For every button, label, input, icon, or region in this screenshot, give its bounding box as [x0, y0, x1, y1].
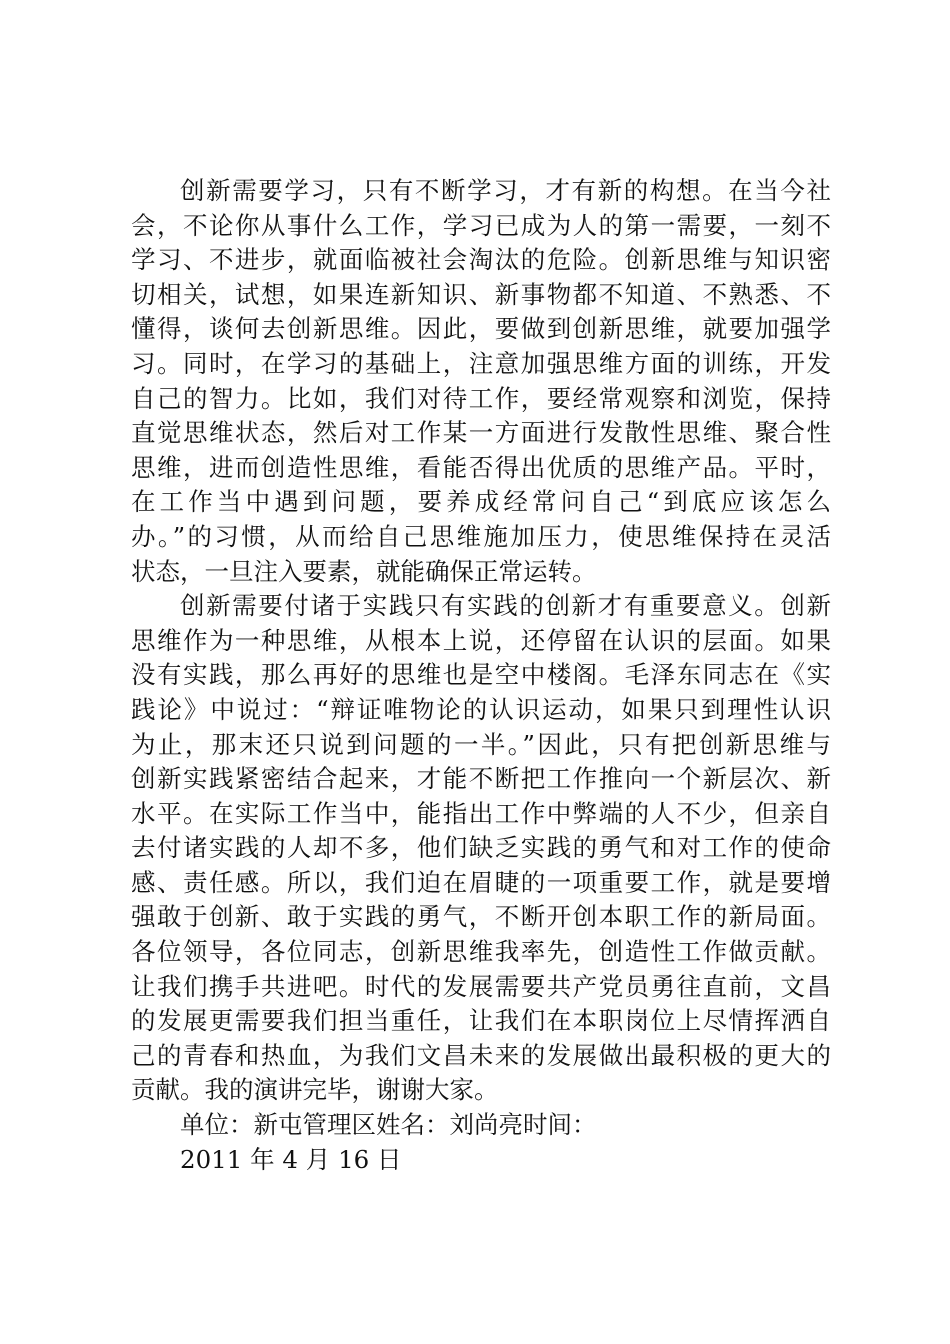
text-line: 贡献。我的演讲完毕，谢谢大家。 [131, 1075, 499, 1105]
text-line: 状态，一旦注入要素，就能确保正常运转。 [131, 556, 597, 586]
text-line: 没有实践，那么再好的思维也是空中楼阁。毛泽东同志在《实 [131, 660, 831, 690]
text-line: 习。同时，在学习的基础上，注意加强思维方面的训练，开发 [131, 348, 831, 378]
signature-line: 单位：新屯管理区姓名：刘尚亮时间： [180, 1110, 597, 1140]
text-line: 创新需要学习，只有不断学习，才有新的构想。在当今社 [180, 176, 831, 205]
text-line: 自己的智力。比如，我们对待工作，要经常观察和浏览，保持 [131, 383, 831, 413]
text-line: 的发展更需要我们担当重任，让我们在本职岗位上尽情挥洒自 [131, 1006, 831, 1036]
text-line: 学习、不进步，就面临被社会淘汰的危险。创新思维与知识密 [131, 245, 831, 275]
text-line: 会，不论你从事什么工作，学习已成为人的第一需要，一刻不 [131, 210, 831, 240]
text-line: 各位领导，各位同志，创新思维我率先，创造性工作做贡献。 [131, 937, 831, 967]
text-line: 懂得，谈何去创新思维。因此，要做到创新思维，就要加强学 [131, 314, 831, 344]
text-line: 去付诸实践的人却不多，他们缺乏实践的勇气和对工作的使命 [131, 833, 831, 863]
text-line: 创新需要付诸于实践只有实践的创新才有重要意义。创新 [180, 591, 831, 621]
text-line: 直觉思维状态，然后对工作某一方面进行发散性思维、聚合性 [131, 418, 831, 448]
text-line: 办。”的习惯，从而给自己思维施加压力，使思维保持在灵活 [131, 521, 831, 551]
text-line: 为止，那末还只说到问题的一半。”因此，只有把创新思维与 [131, 729, 831, 759]
date-line: 2011 年 4 月 16 日 [180, 1144, 402, 1174]
text-line: 思维作为一种思维，从根本上说，还停留在认识的层面。如果 [131, 625, 831, 655]
paragraph-2 [131, 589, 831, 1108]
text-line: 创新实践紧密结合起来，才能不断把工作推向一个新层次、新 [131, 764, 831, 794]
text-line: 水平。在实际工作当中，能指出工作中弊端的人不少，但亲自 [131, 798, 831, 828]
text-line: 在工作当中遇到问题，要养成经常问自己“到底应该怎么 [131, 487, 831, 517]
text-line: 强敢于创新、敢于实践的勇气，不断开创本职工作的新局面。 [131, 902, 831, 932]
text-line: 思维，进而创造性思维，看能否得出优质的思维产品。平时， [131, 452, 831, 482]
document-body [131, 174, 831, 1177]
paragraph-1 [131, 174, 831, 589]
text-line: 让我们携手共进吧。时代的发展需要共产党员勇往直前，文昌 [131, 971, 831, 1001]
text-line: 己的青春和热血，为我们文昌未来的发展做出最积极的更大的 [131, 1040, 831, 1070]
text-line: 感、责任感。所以，我们迫在眉睫的一项重要工作，就是要增 [131, 867, 831, 897]
text-line: 切相关，试想，如果连新知识、新事物都不知道、不熟悉、不 [131, 279, 831, 309]
text-line: 践论》中说过：“辩证唯物论的认识运动，如果只到理性认识 [131, 694, 831, 724]
